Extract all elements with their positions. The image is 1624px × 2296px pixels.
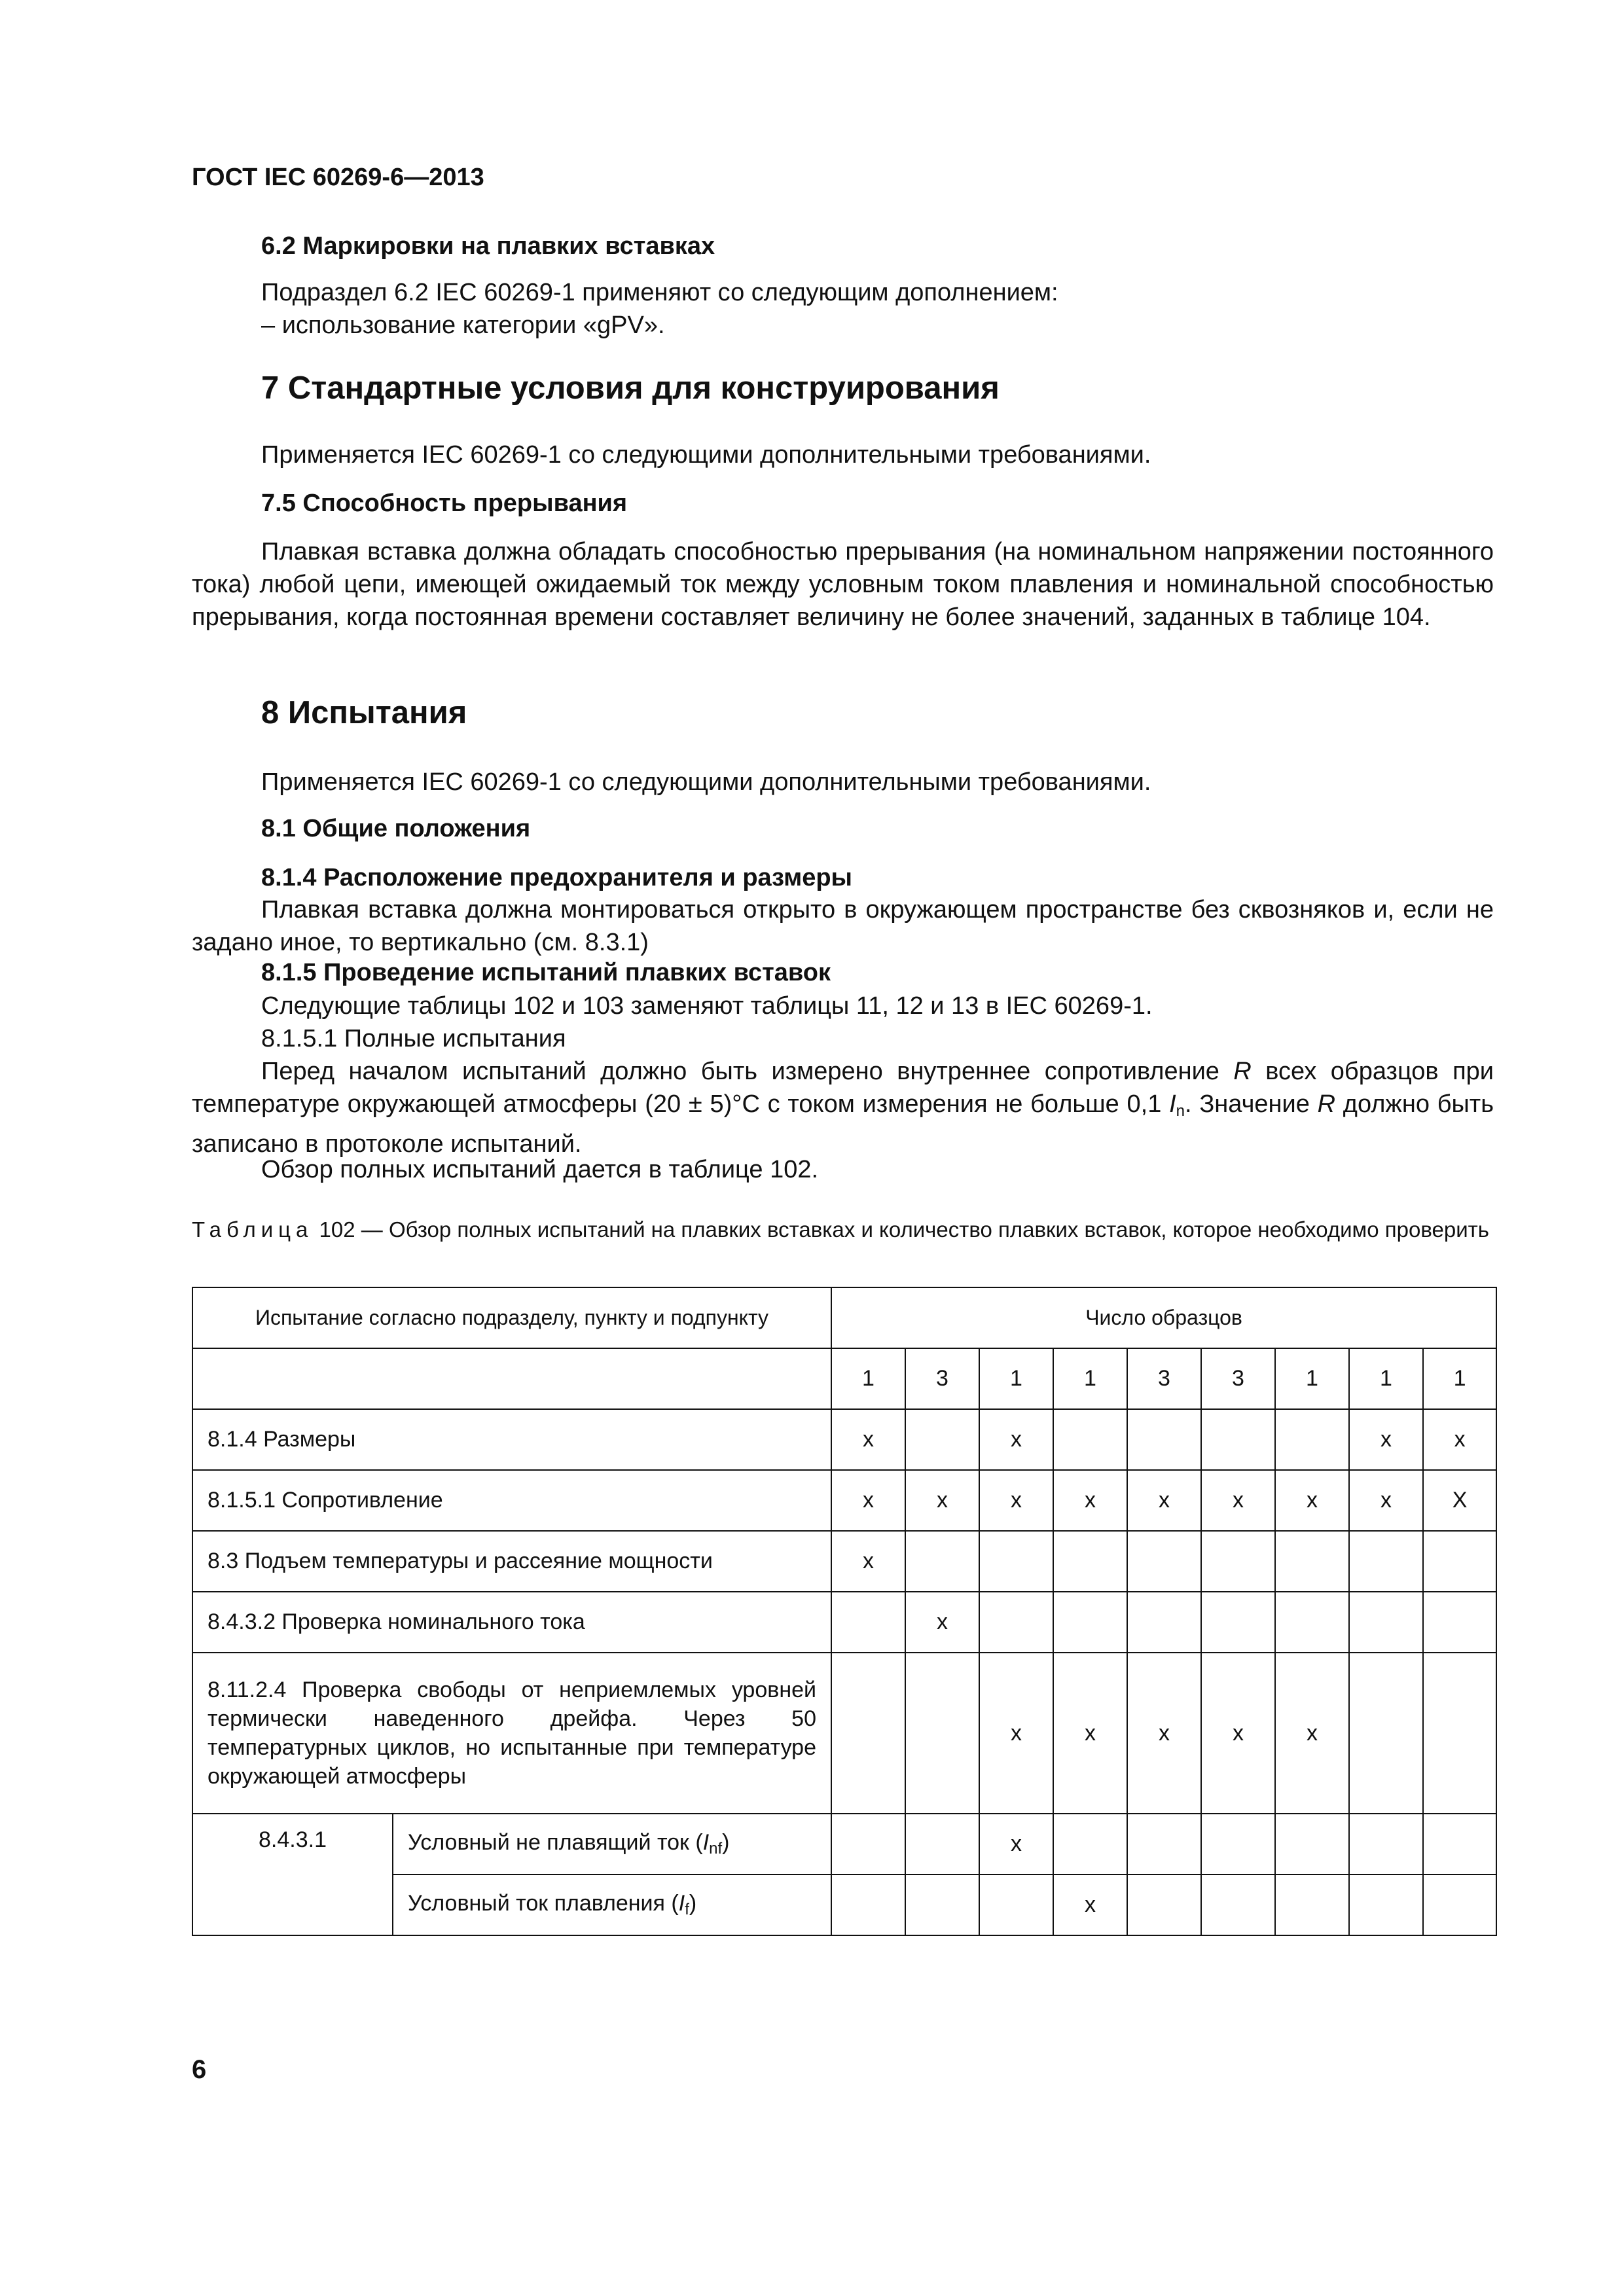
mark-cell: x: [831, 1470, 905, 1531]
section-7-5-heading: 7.5 Способность прерывания: [261, 490, 628, 517]
sample-count-cell: 3: [1127, 1348, 1201, 1409]
mark-cell: [905, 1814, 979, 1874]
section-8-heading: 8 Испытания: [261, 695, 467, 730]
table-row: [192, 1653, 1496, 1814]
mark-cell: [1423, 1874, 1496, 1935]
section-8-1-5-1-text: [192, 1055, 1494, 1160]
mark-cell: [1349, 1814, 1423, 1874]
sample-count-cell: 1: [979, 1348, 1053, 1409]
sample-count-cell: 3: [1201, 1348, 1275, 1409]
mark-cell: [1053, 1409, 1127, 1470]
mark-cell: [1201, 1531, 1275, 1592]
mark-cell: x: [1349, 1409, 1423, 1470]
table-caption-label: Таблица: [192, 1217, 314, 1242]
mark-cell: x: [1349, 1470, 1423, 1531]
mark-cell: x: [1201, 1470, 1275, 1531]
text-fragment: ): [689, 1891, 697, 1916]
section-7-heading: 7 Стандартные условия для конструирования: [261, 370, 1000, 406]
mark-cell: [1053, 1531, 1127, 1592]
mark-cell: x: [1053, 1874, 1127, 1935]
mark-cell: [905, 1531, 979, 1592]
text-fragment: ): [722, 1830, 730, 1855]
mark-cell: x: [1127, 1653, 1201, 1814]
symbol-subscript: n: [1176, 1102, 1185, 1120]
row-label: 8.4.3.2 Проверка номинального тока: [192, 1592, 831, 1653]
table-caption-text: 102 — Обзор полных испытаний на плавких вставках и количество плавких вставок, которое необходимо проверить: [313, 1217, 1489, 1242]
mark-cell: X: [1423, 1470, 1496, 1531]
mark-cell: [831, 1653, 905, 1814]
mark-cell: x: [979, 1409, 1053, 1470]
mark-cell: x: [1127, 1470, 1201, 1531]
row-label: [393, 1874, 831, 1935]
mark-cell: [1423, 1814, 1496, 1874]
sample-count-cell: 3: [905, 1348, 979, 1409]
text-fragment: Условный не плавящий ток (: [408, 1830, 703, 1855]
section-6-2-line1: Подраздел 6.2 IEC 60269-1 применяют со следующим дополнением:: [261, 279, 1058, 306]
mark-cell: [1349, 1874, 1423, 1935]
mark-cell: x: [1423, 1409, 1496, 1470]
mark-cell: [1349, 1653, 1423, 1814]
mark-cell: [1201, 1592, 1275, 1653]
table-row: [192, 1592, 1496, 1653]
section-6-2-heading: 6.2 Маркировки на плавких вставках: [261, 232, 715, 260]
mark-cell: [831, 1874, 905, 1935]
sample-count-cell: 1: [1275, 1348, 1349, 1409]
symbol-subscript: nf: [709, 1840, 723, 1857]
mark-cell: [979, 1592, 1053, 1653]
mark-cell: x: [905, 1470, 979, 1531]
row-label: [393, 1814, 831, 1874]
mark-cell: [1127, 1409, 1201, 1470]
mark-cell: x: [979, 1814, 1053, 1874]
blank-cell: [192, 1348, 831, 1409]
mark-cell: [1201, 1409, 1275, 1470]
table-row: [192, 1531, 1496, 1592]
mark-cell: [1423, 1531, 1496, 1592]
section-7-5-text: Плавкая вставка должна обладать способностью прерывания (на номинальном напряжении постоянного тока) любой цепи, имеющей ожидаемый ток между условным током плавления и номинальной способностью прерывания, когда постоянная времени составляет величину не более значений, заданных в таблице 104.: [192, 538, 1494, 631]
mark-cell: x: [1053, 1470, 1127, 1531]
table-caption: [192, 1216, 1494, 1243]
mark-cell: [1053, 1814, 1127, 1874]
mark-cell: [905, 1653, 979, 1814]
text-fragment: должно быть записано в протоколе испытаний.: [192, 1090, 1494, 1158]
row-label: 8.1.5.1 Сопротивление: [192, 1470, 831, 1531]
document-header: ГОСТ IEC 60269-6—2013: [192, 164, 484, 191]
group-label: 8.4.3.1: [192, 1814, 393, 1935]
text-fragment: Перед началом испытаний должно быть измерено внутреннее сопротивление: [261, 1058, 1234, 1085]
sample-count-cell: 1: [831, 1348, 905, 1409]
symbol-subscript: f: [685, 1901, 689, 1918]
mark-cell: [1349, 1592, 1423, 1653]
mark-cell: [905, 1409, 979, 1470]
text-fragment: Условный ток плавления (: [408, 1891, 679, 1916]
column-header-samples: Число образцов: [831, 1287, 1496, 1348]
section-8-intro: Применяется IEC 60269-1 со следующими дополнительными требованиями.: [261, 768, 1151, 796]
mark-cell: [1127, 1592, 1201, 1653]
symbol-r: R: [1233, 1058, 1252, 1085]
mark-cell: [1349, 1531, 1423, 1592]
section-8-1-heading: 8.1 Общие положения: [261, 815, 531, 842]
tests-table: [192, 1287, 1497, 1936]
mark-cell: x: [1275, 1653, 1349, 1814]
section-8-1-5-heading: 8.1.5 Проведение испытаний плавких вставок: [261, 959, 831, 986]
section-7-intro: Применяется IEC 60269-1 со следующими дополнительными требованиями.: [261, 441, 1151, 469]
section-8-1-5-1-overview: Обзор полных испытаний дается в таблице 102.: [261, 1156, 819, 1183]
mark-cell: [1127, 1814, 1201, 1874]
symbol-i: I: [1169, 1090, 1176, 1118]
mark-cell: x: [831, 1531, 905, 1592]
sample-count-cell: 1: [1423, 1348, 1496, 1409]
mark-cell: x: [1201, 1653, 1275, 1814]
section-8-1-4-text: Плавкая вставка должна монтироваться открыто в окружающем пространстве без сквозняков и, если не задано иное, то вертикально (см. 8.3.1): [192, 896, 1494, 956]
text-fragment: всех образцов при температуре окружающей атмосферы (20 ± 5)°С с током измерения не больше 0,1: [192, 1058, 1494, 1118]
mark-cell: [979, 1874, 1053, 1935]
mark-cell: [905, 1874, 979, 1935]
mark-cell: [1275, 1409, 1349, 1470]
mark-cell: [1275, 1814, 1349, 1874]
mark-cell: [831, 1814, 905, 1874]
mark-cell: x: [1053, 1653, 1127, 1814]
section-6-2-line2: – использование категории «gPV».: [261, 312, 665, 339]
mark-cell: [1275, 1531, 1349, 1592]
row-label: 8.11.2.4 Проверка свободы от неприемлемых уровней термически наведенного дрейфа. Через 50 температурных циклов, но испытанные при температуре окружающей атмосферы: [192, 1653, 831, 1814]
mark-cell: [1275, 1592, 1349, 1653]
table-row: [192, 1470, 1496, 1531]
row-label: 8.1.4 Размеры: [192, 1409, 831, 1470]
mark-cell: [1275, 1874, 1349, 1935]
section-8-1-4-heading: 8.1.4 Расположение предохранителя и размеры: [261, 864, 853, 891]
table-row: [192, 1409, 1496, 1470]
page-number: 6: [192, 2055, 207, 2084]
mark-cell: x: [979, 1653, 1053, 1814]
mark-cell: [1053, 1592, 1127, 1653]
mark-cell: x: [905, 1592, 979, 1653]
symbol-r: R: [1317, 1090, 1336, 1118]
section-8-1-5-text: Следующие таблицы 102 и 103 заменяют таблицы 11, 12 и 13 в IEC 60269-1.: [261, 992, 1153, 1020]
row-label: 8.3 Подъем температуры и рассеяние мощности: [192, 1531, 831, 1592]
mark-cell: [1201, 1874, 1275, 1935]
mark-cell: [979, 1531, 1053, 1592]
symbol-i: I: [678, 1891, 685, 1916]
sample-count-cell: 1: [1349, 1348, 1423, 1409]
mark-cell: [1127, 1874, 1201, 1935]
mark-cell: x: [831, 1409, 905, 1470]
mark-cell: x: [1275, 1470, 1349, 1531]
mark-cell: [1201, 1814, 1275, 1874]
text-fragment: . Значение: [1185, 1090, 1318, 1118]
mark-cell: x: [979, 1470, 1053, 1531]
mark-cell: [1127, 1531, 1201, 1592]
mark-cell: [831, 1592, 905, 1653]
mark-cell: [1423, 1592, 1496, 1653]
sample-count-cell: 1: [1053, 1348, 1127, 1409]
section-8-1-5-1-heading: 8.1.5.1 Полные испытания: [261, 1025, 566, 1052]
symbol-i: I: [702, 1830, 710, 1855]
column-header-test: Испытание согласно подразделу, пункту и подпункту: [192, 1287, 831, 1348]
mark-cell: [1423, 1653, 1496, 1814]
